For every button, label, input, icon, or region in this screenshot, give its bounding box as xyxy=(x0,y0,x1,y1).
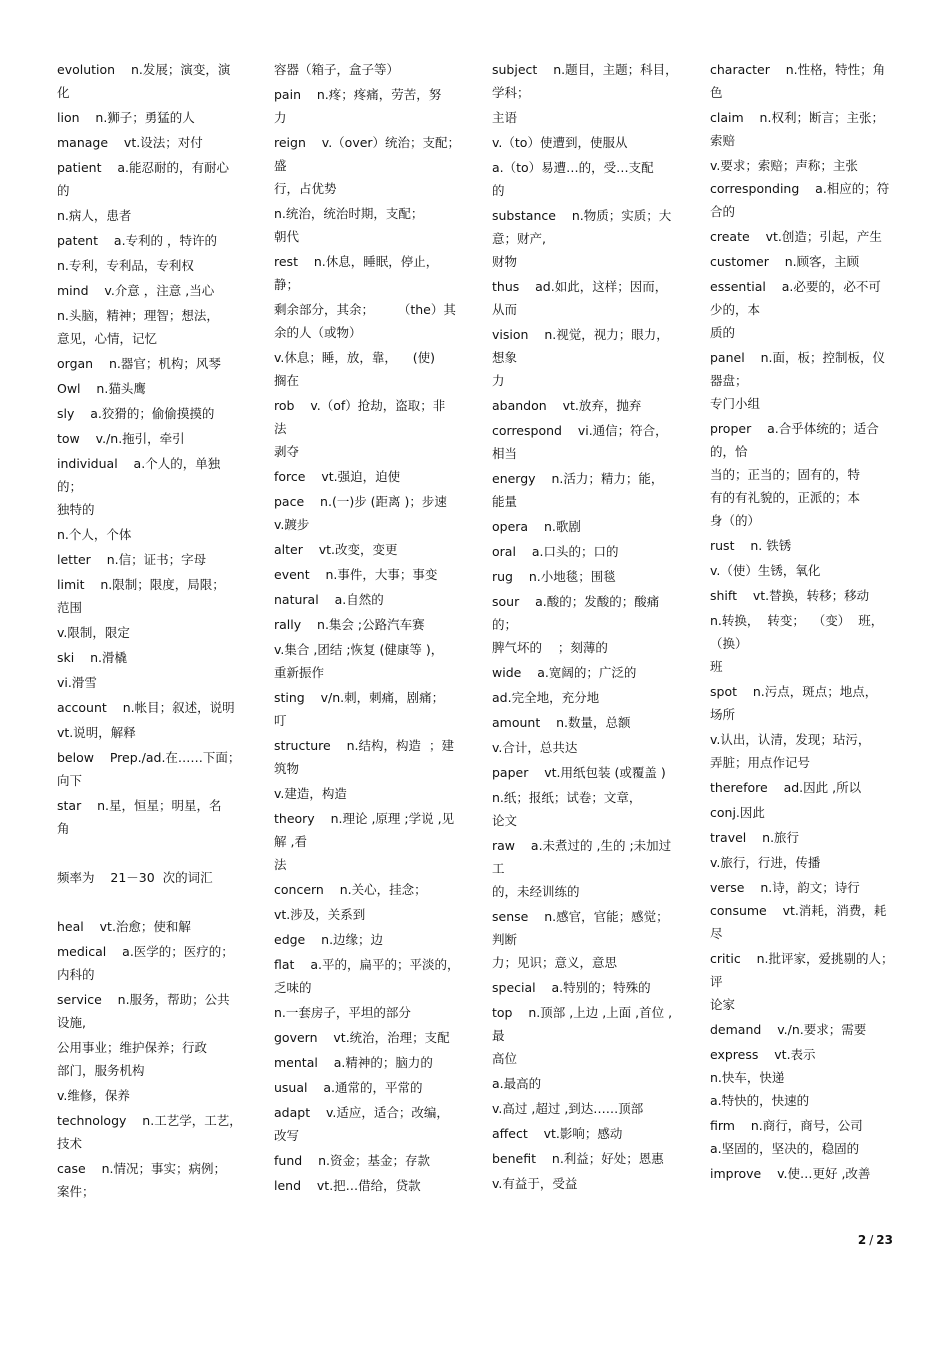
vocab-line: v.有益于，受益 xyxy=(492,1176,578,1191)
vocab-line: 少的，本 xyxy=(710,302,761,317)
vocab-line: affect vt.影响；感动 xyxy=(492,1126,623,1141)
vocab-line: sly a.狡猾的；偷偷摸摸的 xyxy=(57,406,215,421)
vocab-line: 的 xyxy=(492,183,505,198)
vocab-line: rest n.休息，睡眠，停止， xyxy=(274,254,439,269)
vocab-line: 解 ,看 xyxy=(274,834,307,849)
vocab-line: 有的有礼貌的，正派的；本 xyxy=(710,490,861,505)
vocab-line: force vt.强迫，迫使 xyxy=(274,469,401,484)
vocab-line: 搁在 xyxy=(274,373,300,388)
vocab-line: special a.特别的；特殊的 xyxy=(492,980,651,995)
vocab-line: proper a.合乎体统的；适合 xyxy=(710,421,879,436)
vocab-line: 剥夺 xyxy=(274,444,300,459)
vocab-line: 公用事业；维护保养；行政 xyxy=(57,1040,208,1055)
vocab-line: n.统治，统治时期，支配； xyxy=(274,206,424,221)
vocab-line: （换） xyxy=(710,636,748,651)
vocab-line: 意；财产, xyxy=(492,231,546,246)
vocab-line: 容器（箱子，盒子等） xyxy=(274,62,400,77)
vocab-line: 朝代 xyxy=(274,229,300,244)
vocab-line: benefit n.利益；好处；恩惠 xyxy=(492,1151,664,1166)
page-number xyxy=(858,1233,893,1247)
vocab-line: a.最高的 xyxy=(492,1076,542,1091)
vocab-line: v.旅行，行进，传播 xyxy=(710,855,821,870)
column-2 xyxy=(274,58,462,1197)
vocab-line: theory n.理论 ,原理 ;学说 ,见 xyxy=(274,811,455,826)
vocab-line: 力 xyxy=(492,373,505,388)
vocab-line: panel n.面，板；控制板，仪 xyxy=(710,350,885,365)
vocab-line: natural a.自然的 xyxy=(274,592,384,607)
vocab-line: heal vt.治愈；使和解 xyxy=(57,919,191,934)
vocab-line: v.（to）使遭到，使服从 xyxy=(492,135,628,150)
vocab-line: 部门，服务机构 xyxy=(57,1063,145,1078)
vocab-line: top n.顶部 ,上边 ,上面 ,首位 , xyxy=(492,1005,673,1020)
vocab-line: adapt v.适应，适合；改编， xyxy=(274,1105,449,1120)
vocab-line: 力 xyxy=(274,110,287,125)
vocab-line: energy n.活力；精力；能， xyxy=(492,471,664,486)
vocab-line: govern vt.统治，治理；支配 xyxy=(274,1030,450,1045)
vocab-line: 法 xyxy=(274,421,287,436)
vocab-line: 角 xyxy=(57,821,70,836)
vocab-line: rob v.（of）抢劫，盗取；非 xyxy=(274,398,446,413)
vocab-line: organ n.器官；机构；风琴 xyxy=(57,356,221,371)
vocab-line: event n.事件，大事；事变 xyxy=(274,567,438,582)
vocab-line: n.个人，个体 xyxy=(57,527,132,542)
vocab-line: usual a.通常的，平常的 xyxy=(274,1080,423,1095)
vocab-line: rug n.小地毯；围毯 xyxy=(492,569,616,584)
vocab-line: below Prep./ad.在……下面； xyxy=(57,750,241,765)
vocab-line: customer n.顾客，主顾 xyxy=(710,254,860,269)
vocab-line: shift vt.替换，转移；移动 xyxy=(710,588,870,603)
vocab-line: character n.性格，特性；角 xyxy=(710,62,886,77)
vocab-line: v.认出，认清，发现；玷污， xyxy=(710,732,871,747)
vocab-line: case n.情况；事实；病例； xyxy=(57,1161,227,1176)
vocab-line: 频率为 21－30 次的词汇 xyxy=(57,870,213,885)
vocab-line: 主语 xyxy=(492,110,518,125)
vocab-line: 身（的） xyxy=(710,513,761,528)
vocab-line: v.要求；索赔；声称；主张 xyxy=(710,158,858,173)
vocab-line: essential a.必要的，必不可 xyxy=(710,279,881,294)
column-1 xyxy=(57,58,245,1203)
vocab-line: firm n.商行，商号，公司 xyxy=(710,1118,863,1133)
vocab-line: v.维修，保养 xyxy=(57,1088,130,1103)
vocab-line: flat a.平的，扁平的；平淡的， xyxy=(274,957,460,972)
vocab-line: thus ad.如此，这样；因而， xyxy=(492,279,668,294)
vocab-line: lion n.狮子；勇猛的人 xyxy=(57,110,195,125)
vocab-line: v.集合 ,团结 ;恢复 (健康等 )， xyxy=(274,642,444,657)
vocab-line: sense n.感官，官能；感觉； xyxy=(492,909,669,924)
column-4 xyxy=(710,58,898,1185)
vocab-line: manage vt.设法；对付 xyxy=(57,135,203,150)
vocab-line: 高位 xyxy=(492,1051,518,1066)
vocab-line: 专门小组 xyxy=(710,396,761,411)
vocab-line: 从而 xyxy=(492,302,518,317)
vocab-line: opera n.歌剧 xyxy=(492,519,581,534)
vocab-line: n.一套房子，平坦的部分 xyxy=(274,1005,411,1020)
vocab-line: mental a.精神的；脑力的 xyxy=(274,1055,433,1070)
vocab-line: abandon vt.放弃，抛弃 xyxy=(492,398,642,413)
vocab-line: tow v./n.拖引，牵引 xyxy=(57,431,185,446)
vocab-line: star n.星，恒星；明星，名 xyxy=(57,798,222,813)
vocab-line: ski n.滑橇 xyxy=(57,650,128,665)
vocab-line: account n.帐目；叙述，说明 xyxy=(57,700,235,715)
vocab-line: correspond vi.通信；符合， xyxy=(492,423,668,438)
column-3 xyxy=(492,58,680,1195)
vocab-line: evolution n.发展；演变，演 xyxy=(57,62,231,77)
vocab-line: v.限制，限定 xyxy=(57,625,130,640)
vocab-line: 学科； xyxy=(492,85,530,100)
vocab-line: fund n.资金；基金；存款 xyxy=(274,1153,430,1168)
vocab-line: 器盘； xyxy=(710,373,748,388)
vocab-line: 质的 xyxy=(710,325,736,340)
vocab-line: n.病人，患者 xyxy=(57,208,132,223)
vocab-line: 想象 xyxy=(492,350,518,365)
vocab-line: verse n.诗，韵文；诗行 xyxy=(710,880,860,895)
vocab-line: 重新振作 xyxy=(274,665,325,680)
vocab-line: create vt.创造；引起，产生 xyxy=(710,229,882,244)
vocab-line: 剩余部分，其余； （the）其 xyxy=(274,302,456,317)
vocab-line: 评 xyxy=(710,974,723,989)
vocab-line: 盛 xyxy=(274,158,287,173)
vocab-line: individual a.个人的，单独的； xyxy=(57,456,221,494)
vocab-line: spot n.污点，斑点；地点， xyxy=(710,684,878,699)
vocab-line: 意见，心情，记忆 xyxy=(57,331,158,346)
vocab-line: 论家 xyxy=(710,997,736,1012)
vocab-line: 筑物 xyxy=(274,761,300,776)
vocab-line: vt.说明，解释 xyxy=(57,725,136,740)
vocab-line: paper vt.用纸包装 (或覆盖 ) xyxy=(492,765,666,780)
vocab-line: raw a.未煮过的 ,生的 ;未加过 xyxy=(492,838,672,853)
vocab-line: oral a.口头的；口的 xyxy=(492,544,619,559)
vocab-line: vt.涉及，关系到 xyxy=(274,907,366,922)
vocab-line: 财物 xyxy=(492,254,518,269)
vocab-line: 场所 xyxy=(710,707,736,722)
vocab-line: n.快车，快递 xyxy=(710,1070,785,1085)
vocab-line: 内科的 xyxy=(57,967,95,982)
vocab-line: 的 xyxy=(57,183,70,198)
vocab-line: 索赔 xyxy=(710,133,736,148)
vocab-line: 尽 xyxy=(710,926,723,941)
vocab-line: pain n.疼；疼痛，劳苦，努 xyxy=(274,87,442,102)
vocab-line: 化 xyxy=(57,85,70,100)
vocab-line: sting v/n.刺，刺痛，剧痛； xyxy=(274,690,445,705)
vocab-line: reign v.（over）统治；支配； xyxy=(274,135,461,150)
vocab-line: n.转换， 转变； （变） 班， xyxy=(710,613,884,628)
vocab-line: pace n.(一)步 (距离 )；步速 xyxy=(274,494,447,509)
vocab-line: 能量 xyxy=(492,494,518,509)
page-current: 2 xyxy=(857,1233,867,1247)
vocab-line: substance n.物质；实质；大 xyxy=(492,208,672,223)
vocab-line: 法 xyxy=(274,857,287,872)
vocab-line: a.坚固的，坚决的，稳固的 xyxy=(710,1141,860,1156)
vocab-line: 技术 xyxy=(57,1136,83,1151)
vocab-line: service n.服务，帮助；公共 xyxy=(57,992,230,1007)
vocab-line: 合的 xyxy=(710,204,736,219)
vocab-line: rust n. 铁锈 xyxy=(710,538,792,553)
vocab-line: n.纸；报纸；试卷；文章， xyxy=(492,790,642,805)
vocab-line: 判断 xyxy=(492,932,518,947)
vocab-line: edge n.边缘；边 xyxy=(274,932,384,947)
vocab-line: claim n.权利；断言；主张； xyxy=(710,110,884,125)
vocab-line: 案件； xyxy=(57,1184,95,1199)
vocab-line: letter n.信；证书；字母 xyxy=(57,552,207,567)
vocab-line: 独特的 xyxy=(57,502,95,517)
vocab-line: corresponding a.相应的；符 xyxy=(710,181,890,196)
vocab-line: express vt.表示 xyxy=(710,1047,816,1062)
vocab-line: v.高过 ,超过 ,到达……顶部 xyxy=(492,1101,644,1116)
vocab-line: improve v.使…更好 ,改善 xyxy=(710,1166,871,1181)
vocab-line: 相当 xyxy=(492,446,518,461)
vocab-line: structure n.结构，构造 ；建 xyxy=(274,738,454,753)
vocab-line: alter vt.改变，变更 xyxy=(274,542,398,557)
vocab-line: 最 xyxy=(492,1028,505,1043)
page-total: 23 xyxy=(876,1233,893,1247)
vocab-line: 的； xyxy=(492,617,518,632)
vocab-line: Owl n.猫头鹰 xyxy=(57,381,146,396)
vocab-line: medical a.医学的；医疗的； xyxy=(57,944,234,959)
vocab-line: subject n.题目，主题；科目， xyxy=(492,62,678,77)
vocab-line: limit n.限制；限度，局限； xyxy=(57,577,225,592)
vocab-line: v.（使）生锈，氧化 xyxy=(710,563,821,578)
vocab-line: 设施, xyxy=(57,1015,86,1030)
vocab-line: vi.滑雪 xyxy=(57,675,97,690)
vocab-line: 弄脏；用点作记号 xyxy=(710,755,811,770)
vocab-line: 脾气坏的 ；刻薄的 xyxy=(492,640,608,655)
vocab-line: sour a.酸的；发酸的；酸痛 xyxy=(492,594,660,609)
vocab-line: 的，未经训练的 xyxy=(492,884,580,899)
vocab-line: a.特快的，快速的 xyxy=(710,1093,810,1108)
vocab-line: 静； xyxy=(274,277,300,292)
page-separator: / xyxy=(869,1233,874,1247)
vocab-line: 色 xyxy=(710,85,723,100)
vocab-line: critic n.批评家，爱挑剔的人； xyxy=(710,951,894,966)
vocab-line: 范围 xyxy=(57,600,83,615)
vocab-line: 叮 xyxy=(274,713,287,728)
vocab-line: 力；见识；意义，意思 xyxy=(492,955,618,970)
vocab-line: 班 xyxy=(710,659,723,674)
vocab-line: 向下 xyxy=(57,773,83,788)
vocab-line: n.头脑，精神；理智；想法， xyxy=(57,308,219,323)
vocab-line: demand v./n.要求；需要 xyxy=(710,1022,867,1037)
vocab-line: vision n.视觉，视力；眼力， xyxy=(492,327,669,342)
vocab-line: concern n.关心，挂念； xyxy=(274,882,427,897)
vocab-line: lend vt.把…借给，贷款 xyxy=(274,1178,421,1193)
vocab-line: patent a.专利的 ，特许的 xyxy=(57,233,218,248)
vocab-line: 余的人（或物） xyxy=(274,325,362,340)
vocab-line: patient a.能忍耐的，有耐心 xyxy=(57,160,230,175)
vocab-line: therefore ad.因此 ,所以 xyxy=(710,780,862,795)
vocab-line: conj.因此 xyxy=(710,805,765,820)
vocab-line: wide a.宽阔的；广泛的 xyxy=(492,665,637,680)
vocab-line: amount n.数量，总额 xyxy=(492,715,631,730)
vocab-line: travel n.旅行 xyxy=(710,830,800,845)
vocab-line: rally n.集会 ;公路汽车赛 xyxy=(274,617,425,632)
vocab-line: ad.完全地，充分地 xyxy=(492,690,600,705)
vocab-line: n.专利，专利品，专利权 xyxy=(57,258,194,273)
vocab-line: v.合计，总共达 xyxy=(492,740,578,755)
vocab-line: 乏味的 xyxy=(274,980,312,995)
vocab-line: 当的；正当的；固有的，特 xyxy=(710,467,861,482)
vocab-line: technology n.工艺学，工艺， xyxy=(57,1113,242,1128)
vocab-line: 工 xyxy=(492,861,505,876)
vocab-line: 的，恰 xyxy=(710,444,748,459)
vocab-line: a.（to）易遭…的，受…支配 xyxy=(492,160,654,175)
vocab-line: v.踱步 xyxy=(274,517,310,532)
vocab-line: v.休息；睡，放，靠， (使) xyxy=(274,350,436,365)
vocab-line: v.建造，构造 xyxy=(274,786,347,801)
vocab-line: 改写 xyxy=(274,1128,300,1143)
vocab-line: consume vt.消耗，消费，耗 xyxy=(710,903,887,918)
vocab-line: 论文 xyxy=(492,813,518,828)
vocab-line: 行，占优势 xyxy=(274,181,337,196)
vocab-line: mind v.介意 ，注意 ,当心 xyxy=(57,283,215,298)
